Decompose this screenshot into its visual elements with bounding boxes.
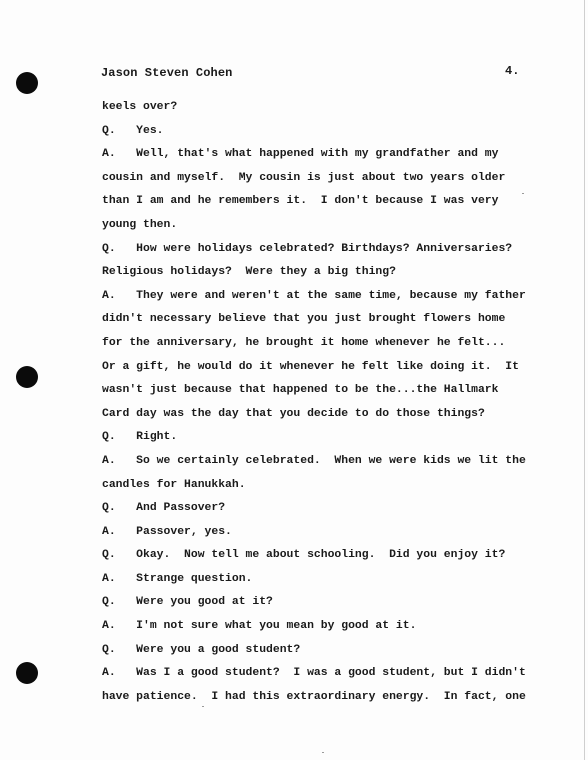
transcript-line: young then.	[102, 218, 178, 231]
transcript-line: A. Strange question.	[102, 572, 253, 585]
transcript-line: wasn't just because that happened to be the...the Hallmark	[102, 384, 499, 397]
scan-speck	[322, 752, 324, 753]
transcript-line: Q. And Passover?	[102, 502, 226, 515]
transcript-line: A. I'm not sure what you mean by good at it.	[102, 620, 417, 633]
transcript-line: A. They were and weren't at the same time, because my father	[102, 289, 526, 302]
transcript-line: candles for Hanukkah.	[102, 478, 246, 491]
page-edge	[584, 0, 585, 760]
scan-speck	[522, 193, 524, 194]
transcript-line: Or a gift, he would do it whenever he felt like doing it. It	[102, 360, 519, 373]
transcript-line: Card day was the day that you decide to do those things?	[102, 407, 485, 420]
transcript-line: A. So we certainly celebrated. When we were kids we lit the	[102, 454, 526, 467]
transcript-line: A. Well, that's what happened with my grandfather and my	[102, 148, 499, 161]
binder-hole-middle	[16, 366, 38, 388]
transcript-line: A. Was I a good student? I was a good student, but I didn't	[102, 667, 526, 680]
header-page-number: 4.	[505, 64, 520, 78]
transcript-line: Q. Okay. Now tell me about schooling. Did you enjoy it?	[102, 549, 506, 562]
transcript-line: Q. Were you good at it?	[102, 596, 273, 609]
transcript-line: Q. Yes.	[102, 124, 164, 137]
transcript-line: keels over?	[102, 101, 178, 113]
transcript-line: Religious holidays? Were they a big thing?	[102, 266, 396, 279]
transcript-line: Q. Were you a good student?	[102, 643, 301, 656]
transcript-line: Q. How were holidays celebrated? Birthdays? Anniversaries?	[102, 242, 513, 255]
transcript-body	[102, 96, 528, 709]
transcript-line: for the anniversary, he brought it home whenever he felt...	[102, 336, 506, 349]
transcript-line: have patience. I had this extraordinary energy. In fact, one	[102, 690, 526, 703]
scan-speck	[202, 706, 204, 707]
header-interviewee-name: Jason Steven Cohen	[101, 66, 233, 80]
binder-hole-top	[16, 72, 38, 94]
transcript-line: didn't necessary believe that you just brought flowers home	[102, 313, 506, 326]
binder-hole-bottom	[16, 662, 38, 684]
transcript-line: cousin and myself. My cousin is just about two years older	[102, 171, 506, 184]
transcript-line: A. Passover, yes.	[102, 525, 232, 538]
transcript-line: Q. Right.	[102, 431, 178, 444]
transcript-line: than I am and he remembers it. I don't because I was very	[102, 195, 499, 208]
